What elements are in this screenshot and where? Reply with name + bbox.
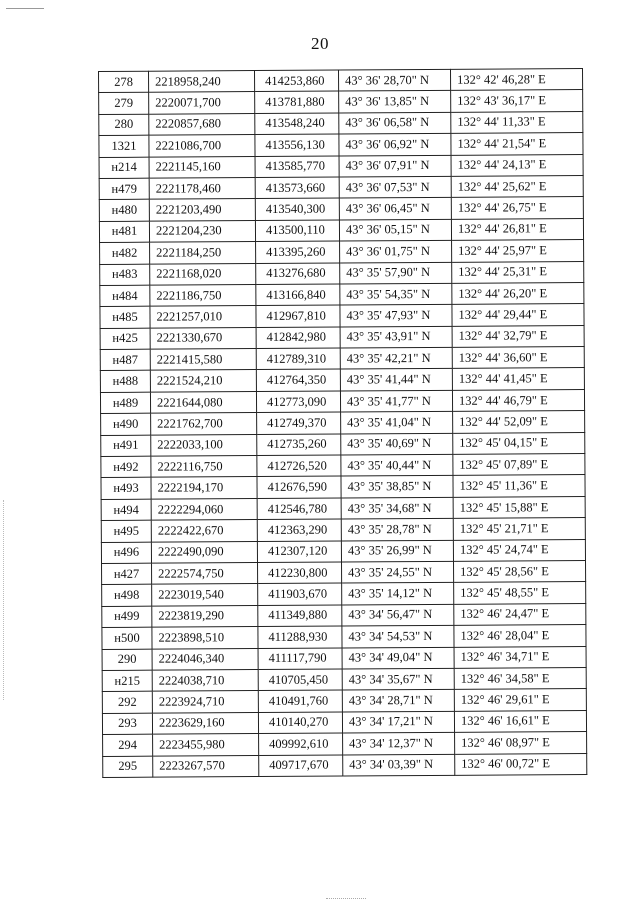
point-number-cell: н427 bbox=[102, 563, 152, 585]
x-coordinate-cell: 2223455,980 bbox=[153, 734, 259, 756]
point-number-cell: н500 bbox=[102, 627, 152, 649]
latitude-cell: 43° 34' 12,37" N bbox=[343, 732, 455, 754]
point-number-cell: н492 bbox=[101, 456, 151, 478]
point-number-cell: 278 bbox=[99, 71, 149, 93]
x-coordinate-cell: 2221186,750 bbox=[150, 284, 256, 306]
y-coordinate-cell: 411117,790 bbox=[258, 648, 342, 670]
point-number-cell: н479 bbox=[99, 178, 149, 200]
coordinates-table-body bbox=[99, 69, 587, 778]
y-coordinate-cell: 412546,780 bbox=[257, 498, 341, 520]
x-coordinate-cell: 2221257,010 bbox=[150, 306, 256, 328]
y-coordinate-cell: 414253,860 bbox=[255, 70, 339, 92]
y-coordinate-cell: 413500,110 bbox=[255, 220, 339, 242]
point-number-cell: н487 bbox=[100, 349, 150, 371]
table-row bbox=[101, 475, 585, 499]
longitude-cell: 132° 46' 34,71" E bbox=[454, 646, 586, 668]
y-coordinate-cell: 410140,270 bbox=[258, 712, 342, 734]
latitude-cell: 43° 34' 17,21" N bbox=[342, 711, 454, 733]
table-row bbox=[99, 90, 583, 114]
point-number-cell: 279 bbox=[99, 93, 149, 115]
longitude-cell: 132° 44' 25,62" E bbox=[451, 175, 583, 197]
latitude-cell: 43° 35' 47,93" N bbox=[340, 305, 452, 327]
latitude-cell: 43° 35' 43,91" N bbox=[340, 326, 452, 348]
table-row bbox=[100, 282, 584, 306]
table-row bbox=[102, 603, 586, 627]
latitude-cell: 43° 36' 05,15" N bbox=[339, 219, 451, 241]
page-number: 20 bbox=[311, 34, 329, 53]
point-number-cell: н214 bbox=[99, 157, 149, 179]
y-coordinate-cell: 411903,670 bbox=[258, 583, 342, 605]
x-coordinate-cell: 2221415,580 bbox=[150, 349, 256, 371]
y-coordinate-cell: 412676,590 bbox=[257, 476, 341, 498]
point-number-cell: н498 bbox=[102, 585, 152, 607]
y-coordinate-cell: 412789,310 bbox=[256, 348, 340, 370]
table-row bbox=[101, 539, 585, 563]
table-row bbox=[101, 411, 585, 435]
point-number-cell: н494 bbox=[101, 499, 151, 521]
scan-bottom-dots bbox=[326, 898, 366, 899]
table-row bbox=[99, 111, 583, 135]
x-coordinate-cell: 2221145,160 bbox=[149, 156, 255, 178]
longitude-cell: 132° 46' 34,58" E bbox=[454, 667, 586, 689]
scan-margin-dots bbox=[3, 500, 5, 700]
point-number-cell: 292 bbox=[102, 692, 152, 714]
point-number-cell: н499 bbox=[102, 606, 152, 628]
longitude-cell: 132° 43' 36,17" E bbox=[451, 90, 583, 112]
table-row bbox=[99, 197, 583, 221]
y-coordinate-cell: 413585,770 bbox=[255, 156, 339, 178]
point-number-cell: н496 bbox=[101, 542, 151, 564]
longitude-cell: 132° 44' 36,60" E bbox=[452, 347, 584, 369]
point-number-cell: н480 bbox=[99, 200, 149, 222]
x-coordinate-cell: 2222490,090 bbox=[151, 541, 257, 563]
y-coordinate-cell: 412307,120 bbox=[257, 541, 341, 563]
table-row bbox=[101, 432, 585, 456]
table-row bbox=[103, 753, 587, 777]
y-coordinate-cell: 409992,610 bbox=[259, 733, 343, 755]
x-coordinate-cell: 2220857,680 bbox=[149, 113, 255, 135]
table-row bbox=[100, 261, 584, 285]
y-coordinate-cell: 412363,290 bbox=[257, 519, 341, 541]
y-coordinate-cell: 413781,880 bbox=[255, 91, 339, 113]
x-coordinate-cell: 2218958,240 bbox=[149, 71, 255, 93]
y-coordinate-cell: 412230,800 bbox=[258, 562, 342, 584]
point-number-cell: 290 bbox=[102, 649, 152, 671]
x-coordinate-cell: 2221178,460 bbox=[149, 177, 255, 199]
longitude-cell: 132° 46' 00,72" E bbox=[455, 753, 587, 775]
point-number-cell: 280 bbox=[99, 114, 149, 136]
table-row bbox=[102, 561, 586, 585]
longitude-cell: 132° 45' 15,88" E bbox=[453, 496, 585, 518]
y-coordinate-cell: 413540,300 bbox=[255, 198, 339, 220]
table-row bbox=[102, 689, 586, 713]
y-coordinate-cell: 413548,240 bbox=[255, 113, 339, 135]
longitude-cell: 132° 44' 41,45" E bbox=[452, 368, 584, 390]
y-coordinate-cell: 412764,350 bbox=[256, 369, 340, 391]
longitude-cell: 132° 44' 26,81" E bbox=[451, 218, 583, 240]
x-coordinate-cell: 2221330,670 bbox=[150, 327, 256, 349]
table-row bbox=[102, 646, 586, 670]
table-row bbox=[101, 518, 585, 542]
x-coordinate-cell: 2222574,750 bbox=[152, 563, 258, 585]
coordinates-table-container bbox=[98, 68, 586, 778]
longitude-cell: 132° 45' 24,74" E bbox=[453, 539, 585, 561]
latitude-cell: 43° 35' 54,35" N bbox=[340, 283, 452, 305]
y-coordinate-cell: 413166,840 bbox=[256, 284, 340, 306]
table-row bbox=[99, 69, 583, 93]
x-coordinate-cell: 2222194,170 bbox=[151, 477, 257, 499]
y-coordinate-cell: 410705,450 bbox=[258, 669, 342, 691]
longitude-cell: 132° 45' 28,56" E bbox=[454, 561, 586, 583]
latitude-cell: 43° 34' 35,67" N bbox=[342, 668, 454, 690]
point-number-cell: 294 bbox=[103, 734, 153, 756]
table-row bbox=[100, 325, 584, 349]
y-coordinate-cell: 412749,370 bbox=[257, 412, 341, 434]
latitude-cell: 43° 35' 40,44" N bbox=[341, 454, 453, 476]
latitude-cell: 43° 35' 24,55" N bbox=[342, 561, 454, 583]
x-coordinate-cell: 2221184,250 bbox=[150, 242, 256, 264]
x-coordinate-cell: 2220071,700 bbox=[149, 92, 255, 114]
table-row bbox=[101, 496, 585, 520]
table-row bbox=[102, 710, 586, 734]
latitude-cell: 43° 35' 41,04" N bbox=[341, 412, 453, 434]
y-coordinate-cell: 412726,520 bbox=[257, 455, 341, 477]
point-number-cell: н495 bbox=[101, 520, 151, 542]
point-number-cell: н482 bbox=[100, 242, 150, 264]
x-coordinate-cell: 2221203,490 bbox=[149, 199, 255, 221]
longitude-cell: 132° 44' 21,54" E bbox=[451, 133, 583, 155]
x-coordinate-cell: 2224038,710 bbox=[152, 669, 258, 691]
coordinates-table bbox=[98, 68, 587, 778]
point-number-cell: н481 bbox=[99, 221, 149, 243]
longitude-cell: 132° 46' 28,04" E bbox=[454, 625, 586, 647]
x-coordinate-cell: 2221204,230 bbox=[149, 220, 255, 242]
longitude-cell: 132° 45' 48,55" E bbox=[454, 582, 586, 604]
longitude-cell: 132° 44' 46,79" E bbox=[452, 389, 584, 411]
longitude-cell: 132° 44' 32,79" E bbox=[452, 325, 584, 347]
x-coordinate-cell: 2223019,540 bbox=[152, 584, 258, 606]
table-row bbox=[103, 732, 587, 756]
y-coordinate-cell: 413573,660 bbox=[255, 177, 339, 199]
point-number-cell: н491 bbox=[101, 435, 151, 457]
y-coordinate-cell: 412735,260 bbox=[257, 434, 341, 456]
y-coordinate-cell: 412773,090 bbox=[256, 391, 340, 413]
table-row bbox=[102, 625, 586, 649]
point-number-cell: н489 bbox=[100, 392, 150, 414]
longitude-cell: 132° 44' 26,75" E bbox=[451, 197, 583, 219]
latitude-cell: 43° 36' 06,45" N bbox=[339, 198, 451, 220]
y-coordinate-cell: 411349,880 bbox=[258, 605, 342, 627]
x-coordinate-cell: 2221168,020 bbox=[150, 263, 256, 285]
longitude-cell: 132° 45' 07,89" E bbox=[453, 454, 585, 476]
longitude-cell: 132° 45' 11,36" E bbox=[453, 475, 585, 497]
latitude-cell: 43° 34' 03,39" N bbox=[343, 754, 455, 776]
point-number-cell: н483 bbox=[100, 264, 150, 286]
x-coordinate-cell: 2221524,210 bbox=[150, 370, 256, 392]
x-coordinate-cell: 2222116,750 bbox=[151, 456, 257, 478]
y-coordinate-cell: 409717,670 bbox=[259, 755, 343, 777]
y-coordinate-cell: 412842,980 bbox=[256, 327, 340, 349]
longitude-cell: 132° 44' 24,13" E bbox=[451, 154, 583, 176]
y-coordinate-cell: 410491,760 bbox=[258, 690, 342, 712]
table-row bbox=[102, 582, 586, 606]
point-number-cell: н484 bbox=[100, 285, 150, 307]
latitude-cell: 43° 35' 28,78" N bbox=[341, 519, 453, 541]
table-row bbox=[100, 240, 584, 264]
scan-corner-mark bbox=[6, 8, 44, 9]
latitude-cell: 43° 35' 38,85" N bbox=[341, 476, 453, 498]
x-coordinate-cell: 2221644,080 bbox=[150, 391, 256, 413]
x-coordinate-cell: 2221762,700 bbox=[151, 413, 257, 435]
point-number-cell: н490 bbox=[101, 413, 151, 435]
latitude-cell: 43° 36' 01,75" N bbox=[340, 240, 452, 262]
longitude-cell: 132° 44' 26,20" E bbox=[452, 282, 584, 304]
latitude-cell: 43° 36' 06,92" N bbox=[339, 134, 451, 156]
latitude-cell: 43° 34' 28,71" N bbox=[342, 690, 454, 712]
table-row bbox=[100, 304, 584, 328]
table-row bbox=[99, 175, 583, 199]
longitude-cell: 132° 46' 16,61" E bbox=[454, 710, 586, 732]
table-row bbox=[102, 667, 586, 691]
latitude-cell: 43° 35' 42,21" N bbox=[340, 347, 452, 369]
latitude-cell: 43° 36' 07,91" N bbox=[339, 155, 451, 177]
latitude-cell: 43° 35' 57,90" N bbox=[340, 262, 452, 284]
latitude-cell: 43° 34' 49,04" N bbox=[342, 647, 454, 669]
longitude-cell: 132° 44' 25,97" E bbox=[452, 240, 584, 262]
x-coordinate-cell: 2221086,700 bbox=[149, 135, 255, 157]
point-number-cell: н488 bbox=[100, 371, 150, 393]
x-coordinate-cell: 2223267,570 bbox=[153, 755, 259, 777]
y-coordinate-cell: 413276,680 bbox=[256, 263, 340, 285]
latitude-cell: 43° 36' 06,58" N bbox=[339, 112, 451, 134]
latitude-cell: 43° 35' 41,44" N bbox=[340, 369, 452, 391]
latitude-cell: 43° 34' 56,47" N bbox=[342, 604, 454, 626]
point-number-cell: н425 bbox=[100, 328, 150, 350]
latitude-cell: 43° 36' 07,53" N bbox=[339, 176, 451, 198]
table-row bbox=[99, 133, 583, 157]
latitude-cell: 43° 36' 28,70" N bbox=[338, 69, 450, 91]
y-coordinate-cell: 412967,810 bbox=[256, 305, 340, 327]
longitude-cell: 132° 46' 29,61" E bbox=[454, 689, 586, 711]
longitude-cell: 132° 42' 46,28" E bbox=[450, 69, 582, 91]
longitude-cell: 132° 44' 11,33" E bbox=[451, 111, 583, 133]
table-row bbox=[101, 454, 585, 478]
table-row bbox=[100, 368, 584, 392]
point-number-cell: 293 bbox=[102, 713, 152, 735]
x-coordinate-cell: 2222294,060 bbox=[151, 498, 257, 520]
latitude-cell: 43° 35' 26,99" N bbox=[341, 540, 453, 562]
longitude-cell: 132° 44' 52,09" E bbox=[453, 411, 585, 433]
point-number-cell: 1321 bbox=[99, 135, 149, 157]
point-number-cell: н485 bbox=[100, 306, 150, 328]
longitude-cell: 132° 46' 24,47" E bbox=[454, 603, 586, 625]
longitude-cell: 132° 45' 21,71" E bbox=[453, 518, 585, 540]
latitude-cell: 43° 36' 13,85" N bbox=[339, 91, 451, 113]
y-coordinate-cell: 413556,130 bbox=[255, 134, 339, 156]
latitude-cell: 43° 35' 40,69" N bbox=[341, 433, 453, 455]
point-number-cell: н493 bbox=[101, 478, 151, 500]
x-coordinate-cell: 2223629,160 bbox=[152, 712, 258, 734]
longitude-cell: 132° 46' 08,97" E bbox=[455, 732, 587, 754]
x-coordinate-cell: 2224046,340 bbox=[152, 648, 258, 670]
point-number-cell: н215 bbox=[102, 670, 152, 692]
y-coordinate-cell: 413395,260 bbox=[256, 241, 340, 263]
longitude-cell: 132° 45' 04,15" E bbox=[453, 432, 585, 454]
latitude-cell: 43° 35' 34,68" N bbox=[341, 497, 453, 519]
x-coordinate-cell: 2222422,670 bbox=[151, 520, 257, 542]
longitude-cell: 132° 44' 25,31" E bbox=[452, 261, 584, 283]
table-row bbox=[99, 154, 583, 178]
x-coordinate-cell: 2223898,510 bbox=[152, 627, 258, 649]
table-row bbox=[99, 218, 583, 242]
y-coordinate-cell: 411288,930 bbox=[258, 626, 342, 648]
x-coordinate-cell: 2222033,100 bbox=[151, 434, 257, 456]
table-row bbox=[100, 389, 584, 413]
latitude-cell: 43° 35' 41,77" N bbox=[340, 390, 452, 412]
point-number-cell: 295 bbox=[103, 756, 153, 778]
x-coordinate-cell: 2223924,710 bbox=[152, 691, 258, 713]
latitude-cell: 43° 34' 54,53" N bbox=[342, 625, 454, 647]
latitude-cell: 43° 35' 14,12" N bbox=[342, 583, 454, 605]
longitude-cell: 132° 44' 29,44" E bbox=[452, 304, 584, 326]
table-row bbox=[100, 347, 584, 371]
x-coordinate-cell: 2223819,290 bbox=[152, 605, 258, 627]
